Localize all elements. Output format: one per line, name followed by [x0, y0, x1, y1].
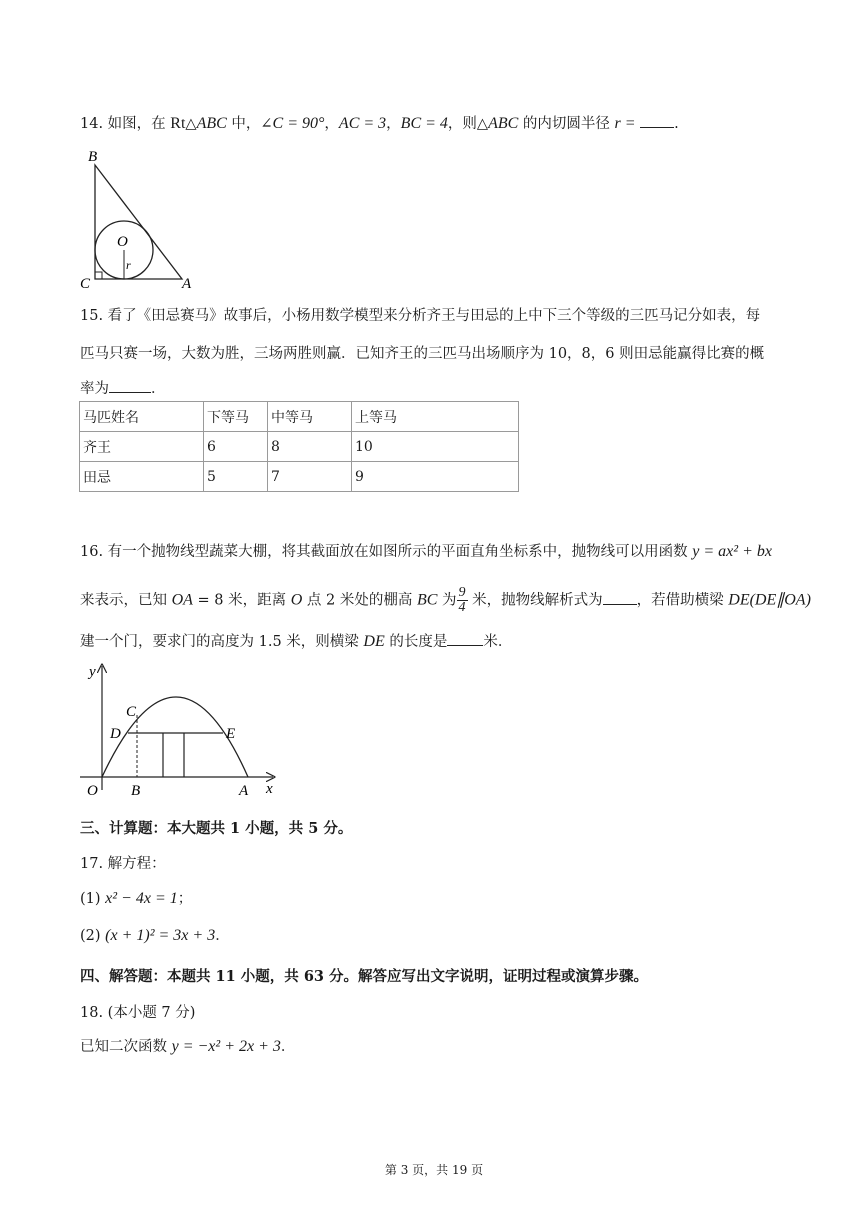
q15-line2: 匹马只赛一场，大数为胜，三场两胜则赢．已知齐王的三匹马出场顺序为 10，8，6 则田忌能赢得比赛的概 — [80, 346, 765, 362]
label-B: B — [131, 783, 141, 799]
q16-answer-blank-2 — [447, 631, 483, 646]
table-cell: 5 — [204, 462, 268, 492]
q17-title: 17. 解方程： — [80, 856, 166, 872]
q17-part2: (2) (x + 1)² = 3x + 3． — [80, 927, 230, 944]
q14-answer-blank — [640, 113, 674, 128]
q18-title: 18. (本小题 7 分) — [80, 1005, 196, 1021]
table-cell: 8 — [268, 432, 352, 462]
table-row — [80, 462, 519, 492]
label-r: r — [126, 258, 131, 272]
triangle-abc — [95, 165, 182, 279]
table-header-cell: 上等马 — [352, 402, 519, 432]
q15-answer-blank — [109, 378, 151, 393]
table-header-row — [80, 402, 519, 432]
axis-label-x: x — [266, 781, 273, 797]
page-footer: 第 3 页，共 19 页 — [384, 1163, 484, 1177]
label-A: A — [239, 783, 249, 799]
q16-line1: 16. 有一个抛物线型蔬菜大棚，将其截面放在如图所示的平面直角坐标系中，抛物线可以用函数 y = ax² + bx — [80, 543, 772, 560]
table-cell: 6 — [204, 432, 268, 462]
q16-line3: 建一个门，要求门的高度为 1.5 米，则横梁 DE 的长度是 米． — [80, 633, 513, 650]
table-cell: 9 — [352, 462, 519, 492]
q15-line3: 率为 ． — [80, 378, 166, 399]
table-cell: 齐王 — [80, 432, 204, 462]
label-D: D — [110, 726, 121, 742]
q14-number: 14. — [80, 116, 104, 132]
table-row — [80, 432, 519, 462]
label-O: O — [87, 783, 98, 799]
table-header-cell: 马匹姓名 — [80, 402, 204, 432]
horse-score-table — [79, 401, 519, 492]
table-header-cell: 中等马 — [268, 402, 352, 432]
figure-14-triangle — [78, 145, 208, 290]
axis-label-y: y — [89, 664, 96, 680]
right-angle-mark — [95, 272, 102, 279]
section-3-heading: 三、计算题：本大题共 1 小题，共 5 分。 — [80, 820, 353, 837]
table-header-cell: 下等马 — [204, 402, 268, 432]
figure-16-parabola — [80, 660, 280, 800]
section-4-heading: 四、解答题：本题共 11 小题，共 63 分。解答应写出文字说明，证明过程或演算步骤。 — [80, 968, 649, 985]
label-C: C — [126, 704, 137, 720]
q17-part1: (1) x² − 4x = 1； — [80, 890, 193, 907]
table-cell: 田忌 — [80, 462, 204, 492]
question-14: 14. 如图，在 Rt△ABC 中，∠C = 90°，AC = 3，BC = 4，则△ABC 的内切圆半径 r = . — [80, 115, 679, 132]
label-A: A — [182, 276, 192, 290]
label-B: B — [88, 149, 98, 165]
table-cell: 10 — [352, 432, 519, 462]
label-E: E — [226, 726, 236, 742]
q16-line2: 来表示，已知 OA = 8 米，距离 O 点 2 米处的棚高 BC 为 $\frac{9}{4}$ 米，抛物线解析式为 ，若借助横梁 DE(DE∥OA) — [80, 585, 811, 615]
q18-text: 已知二次函数 y = −x² + 2x + 3． — [80, 1038, 296, 1055]
label-O: O — [117, 234, 128, 250]
table-cell: 7 — [268, 462, 352, 492]
fraction-9-4: $\frac{9}{4}$ — [458, 585, 466, 615]
q15-line1: 15. 看了《田忌赛马》故事后，小杨用数学模型来分析齐王与田忌的上中下三个等级的三匹马记分如表，每 — [80, 308, 761, 324]
label-C: C — [80, 276, 91, 290]
q16-answer-blank-1 — [603, 590, 637, 605]
